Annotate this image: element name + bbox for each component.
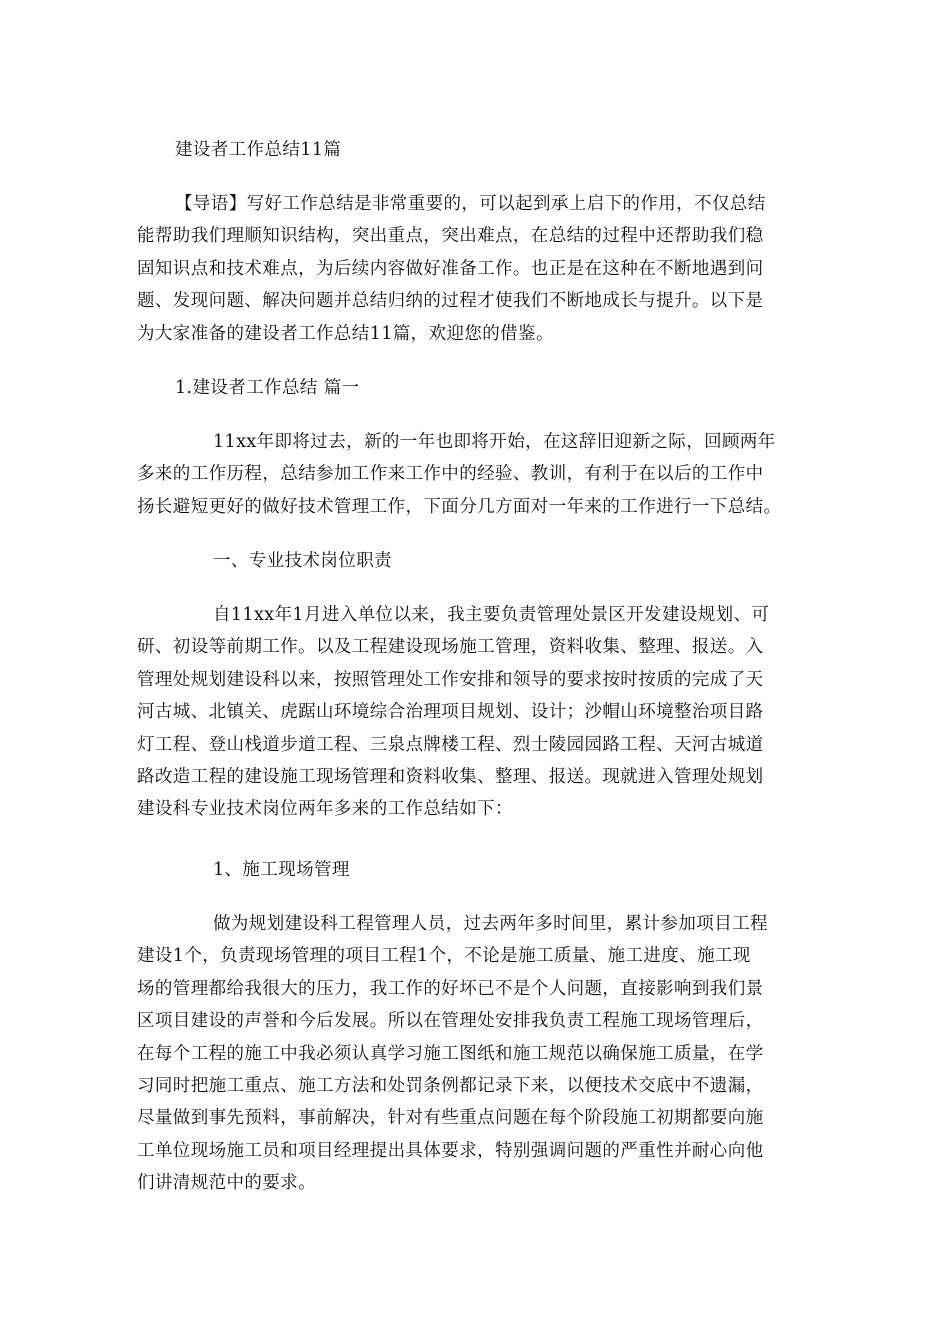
paragraph-overview [137, 426, 817, 523]
section-heading-text: 1.建设者工作总结 篇一 [175, 378, 360, 398]
section-heading [175, 372, 855, 404]
document-title [175, 134, 855, 166]
paragraph-duties [137, 599, 817, 826]
paragraph-line: 区项目建设的声誉和今后发展。所以在管理处安排我负责工程施工现场管理后， [137, 1011, 764, 1032]
paragraph-line: 们讲清规范中的要求。 [137, 1173, 316, 1194]
paragraph-line: 尽量做到事先预料，事前解决，针对有些重点问题在每个阶段施工初期都要向施 [137, 1108, 764, 1129]
intro-paragraph [137, 188, 817, 350]
subheading-text: 一、专业技术岗位职责 [213, 551, 392, 571]
paragraph-line: 多来的工作历程，总结参加工作来工作中的经验、教训，有利于在以后的工作中 [137, 464, 764, 485]
paragraph-line: 河古城、北镇关、虎踞山环境综合治理项目规划、设计；沙帽山环境整治项目路 [137, 702, 764, 723]
paragraph-line: 场的管理都给我很大的压力，我工作的好坏已不是个人问题，直接影响到我们景 [137, 978, 764, 999]
paragraph-site-management [137, 908, 817, 1200]
paragraph-line: 建设1个，负责现场管理的项目工程1个，不论是施工质量、施工进度、施工现 [137, 946, 751, 967]
subheading-duties [213, 545, 893, 577]
paragraph-line: 自11xx年1月进入单位以来，我主要负责管理处景区开发建设规划、可 [213, 605, 770, 625]
paragraph-line: 建设科专业技术岗位两年多来的工作总结如下： [137, 799, 513, 820]
paragraph-line: 路改造工程的建设施工现场管理和资料收集、整理、报送。现就进入管理处规划 [137, 767, 764, 788]
intro-line: 题、发现问题、解决问题并总结归纳的过程才使我们不断地成长与提升。以下是 [137, 291, 764, 312]
intro-line: 为大家准备的建设者工作总结11篇，欢迎您的借鉴。 [137, 323, 554, 344]
paragraph-line: 习同时把施工重点、施工方法和处罚条例都记录下来，以便技术交底中不遗漏， [137, 1076, 764, 1097]
title-line: 建设者工作总结11篇 [175, 140, 342, 160]
subheading-text: 1、施工现场管理 [213, 860, 350, 880]
paragraph-line: 管理处规划建设科以来，按照管理处工作安排和领导的要求按时按质的完成了天 [137, 669, 764, 690]
intro-line: 固知识点和技术难点，为后续内容做好准备工作。也正是在这种在不断地遇到问 [137, 258, 764, 279]
intro-line: 【导语】写好工作总结是非常重要的，可以起到承上启下的作用，不仅总结 [175, 194, 766, 214]
paragraph-line: 扬长避短更好的做好技术管理工作，下面分几方面对一年来的工作进行一下总结。 [137, 496, 782, 517]
paragraph-line: 研、初设等前期工作。以及工程建设现场施工管理，资料收集、整理、报送。入 [137, 637, 764, 658]
paragraph-line: 工单位现场施工员和项目经理提出具体要求，特别强调问题的严重性并耐心向他 [137, 1140, 764, 1161]
subheading-site-management [213, 854, 893, 886]
paragraph-line: 做为规划建设科工程管理人员，过去两年多时间里，累计参加项目工程 [213, 914, 768, 934]
intro-line: 能帮助我们理顺知识结构，突出重点，突出难点，在总结的过程中还帮助我们稳 [137, 226, 764, 247]
paragraph-line: 11xx年即将过去，新的一年也即将开始，在这辞旧迎新之际，回顾两年 [213, 432, 776, 452]
paragraph-line: 在每个工程的施工中我必须认真学习施工图纸和施工规范以确保施工质量，在学 [137, 1043, 764, 1064]
paragraph-line: 灯工程、登山栈道步道工程、三泉点牌楼工程、烈士陵园园路工程、天河古城道 [137, 734, 764, 755]
